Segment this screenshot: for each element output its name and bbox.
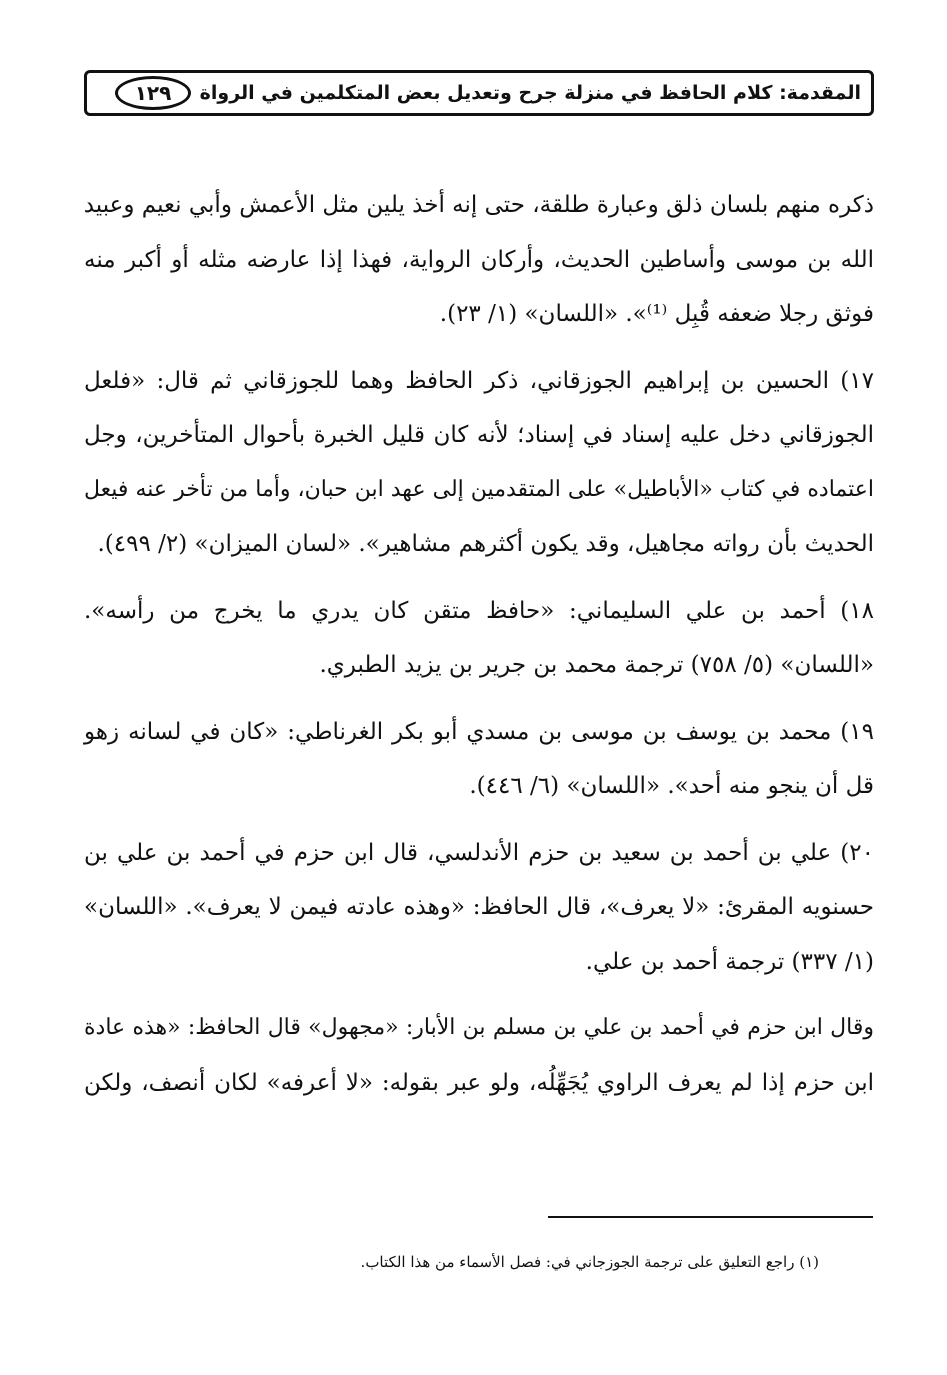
- footnote: (١) راجع التعليق على ترجمة الجوزجاني في: فصل الأسماء من هذا الكتاب.: [360, 1253, 819, 1271]
- header-title: المقدمة: كلام الحافظ في منزلة جرح وتعديل بعض المتكلمين في الرواة: [199, 82, 861, 104]
- text-line: ٢٠) علي بن أحمد بن سعيد بن حزم الأندلسي، قال ابن حزم في أحمد بن علي بن: [84, 839, 874, 866]
- paragraph-entry-20: [84, 826, 874, 990]
- text-line: ١٧) الحسين بن إبراهيم الجوزقاني، ذكر الحافظ وهما للجوزقاني ثم قال: «فلعل: [84, 367, 874, 394]
- text-line: ابن حزم إذا لم يعرف الراوي يُجَهِّلُه، ولو عبر بقوله: «لا أعرفه» لكان أنصف، ولكن: [84, 1069, 874, 1096]
- text-line: «اللسان» (٥/ ٧٥٨) ترجمة محمد بن جرير بن يزيد الطبري.: [319, 652, 874, 678]
- paragraph-entry-19: [84, 705, 874, 814]
- page-number: ١٢٩: [115, 76, 191, 110]
- paragraph-entry-17: [84, 354, 874, 572]
- paragraph-entry-18: [84, 584, 874, 693]
- main-text: [84, 178, 874, 1110]
- text-line: حسنويه المقرئ: «لا يعرف»، قال الحافظ: «وهذه عادته فيمن لا يعرف». «اللسان»: [84, 894, 874, 920]
- paragraph-ibn-hazm: [84, 1001, 874, 1110]
- footnote-separator: [548, 1216, 873, 1218]
- text-line: اعتماده في كتاب «الأباطيل» على المتقدمين إلى عهد ابن حبان، وأما من تأخر عنه فيعل: [84, 476, 874, 502]
- text-line: فوثق رجلا ضعفه قُبِل ⁽¹⁾». «اللسان» (١/ ٢٣).: [439, 301, 874, 327]
- text-line: الجوزقاني دخل عليه إسناد في إسناد؛ لأنه كان قليل الخبرة بأحوال المتأخرين، وجل: [84, 422, 874, 448]
- text-line: وقال ابن حزم في أحمد بن علي بن مسلم بن الأبار: «مجهول» قال الحافظ: «هذه عادة: [84, 1015, 874, 1040]
- text-line: ١٨) أحمد بن علي السليماني: «حافظ متقن كان يدري ما يخرج من رأسه».: [84, 597, 874, 624]
- running-header: [84, 70, 874, 116]
- text-line: ذكره منهم بلسان ذلق وعبارة طلقة، حتى إنه أخذ يلين مثل الأعمش وأبي نعيم وعبيد: [83, 192, 874, 218]
- text-line: ١٩) محمد بن يوسف بن موسى بن مسدي أبو بكر الغرناطي: «كان في لسانه زهو: [84, 718, 874, 745]
- text-line: (١/ ٣٣٧) ترجمة أحمد بن علي.: [585, 948, 874, 975]
- text-line: قل أن ينجو منه أحد». «اللسان» (٦/ ٤٤٦).: [469, 773, 874, 799]
- text-line: الحديث بأن رواته مجاهيل، وقد يكون أكثرهم مشاهير». «لسان الميزان» (٢/ ٤٩٩).: [97, 531, 874, 557]
- text-line: الله بن موسى وأساطين الحديث، وأركان الرواية، فهذا إذا عارضه مثله أو أكبر منه: [84, 246, 874, 273]
- paragraph-continuation: [84, 178, 874, 342]
